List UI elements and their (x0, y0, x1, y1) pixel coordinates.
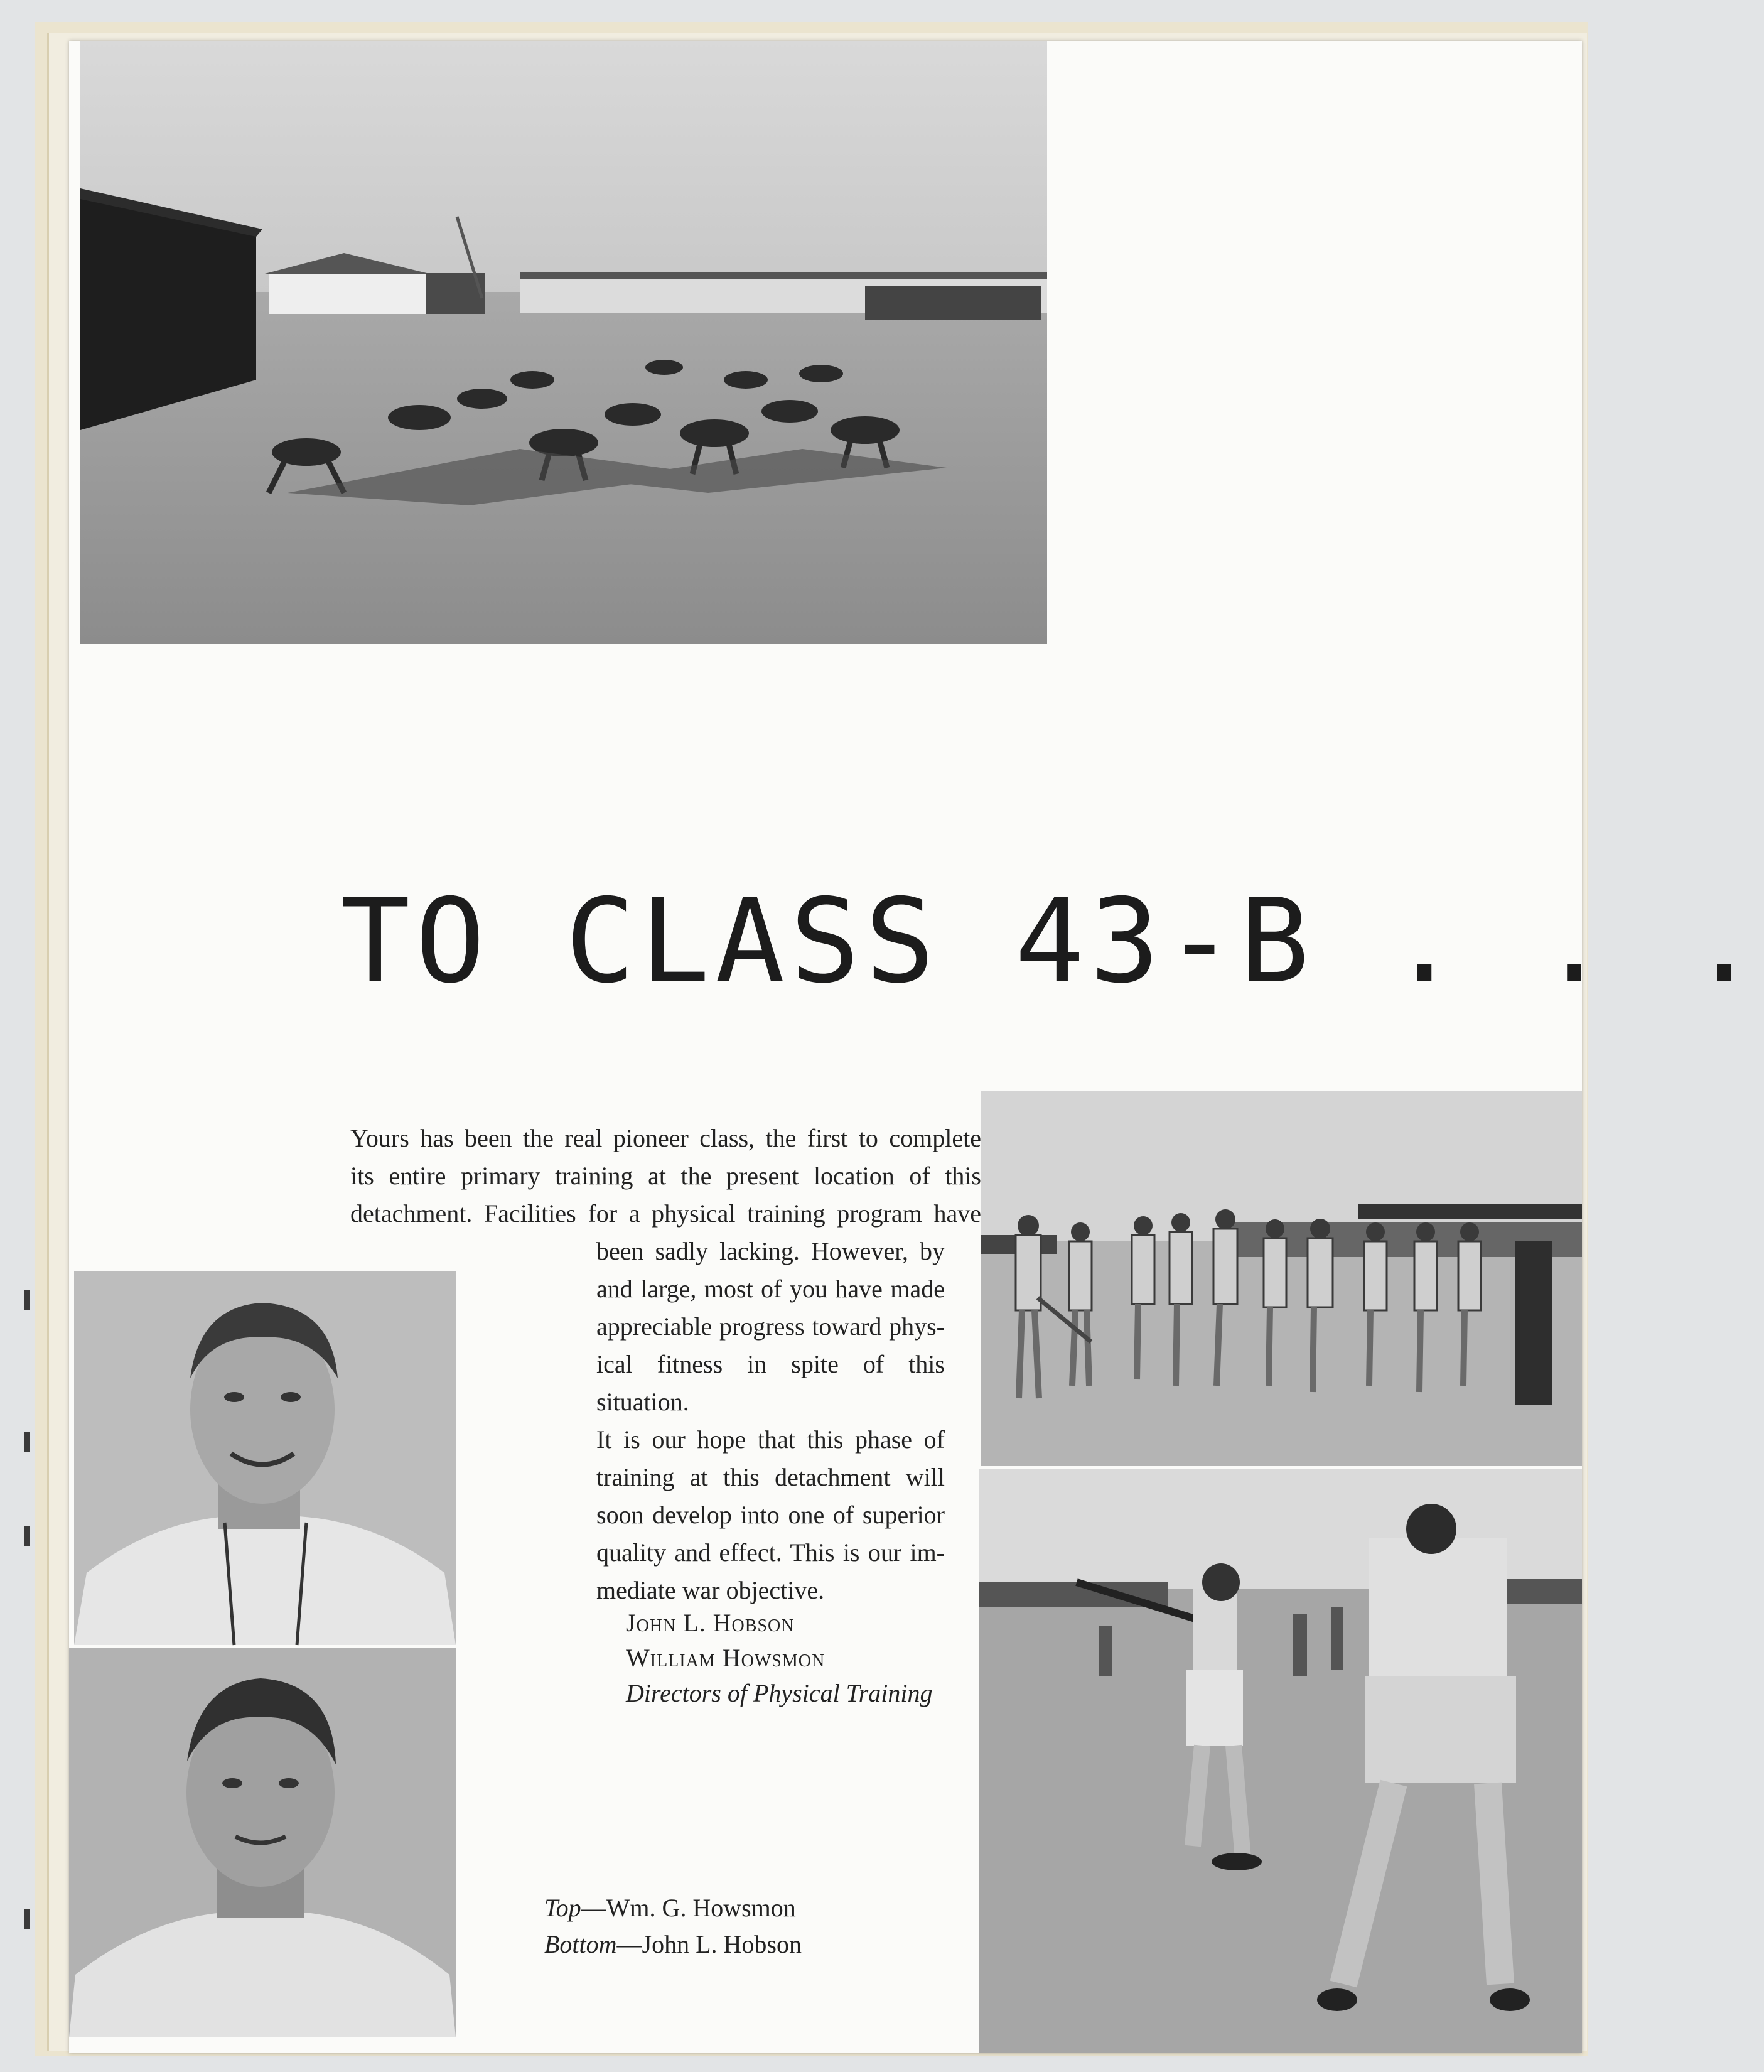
caption-top: Top—Wm. G. Howsmon (544, 1894, 796, 1922)
page-title: TO CLASS 43-B . . . (340, 873, 1764, 1009)
message-line: and large, most of you have made (596, 1275, 945, 1303)
caption-bottom: Bottom—John L. Hobson (544, 1930, 802, 1958)
portrait-bottom (69, 1648, 456, 2037)
page-edge-mark (24, 1909, 30, 1929)
signature-name-1: John L. Hobson (626, 1609, 795, 1637)
photo-calisthenics (80, 41, 1047, 644)
message-line: detachment. Facilities for a physical training program have (350, 1199, 981, 1228)
message-line: appreciable progress toward phys- (596, 1312, 945, 1341)
message-paragraph-narrow (596, 1233, 945, 1609)
photo-group-softball (981, 1091, 1582, 1466)
message-line: quality and effect. This is our im- (596, 1538, 945, 1567)
signature-block (626, 1605, 933, 1711)
message-line: Yours has been the real pioneer class, the first to complete (350, 1124, 981, 1152)
message-line: training at this detachment will (596, 1463, 945, 1491)
yearbook-page (69, 41, 1764, 2053)
message-line: mediate war objective. (596, 1576, 825, 1604)
message-line: ical fitness in spite of this situation. (596, 1350, 945, 1416)
photo-caption (544, 1890, 802, 1963)
message-line: soon develop into one of superior (596, 1501, 945, 1529)
message-line: its entire primary training at the present location of this (350, 1162, 981, 1190)
message-line: been sadly lacking. However, by (596, 1237, 945, 1265)
portrait-top (74, 1271, 456, 1645)
photo-batter (979, 1469, 1582, 2053)
message-paragraph-wide (350, 1120, 981, 1233)
signature-role: Directors of Physical Training (626, 1679, 933, 1707)
page-edge-mark (24, 1432, 30, 1452)
page-edge-mark (24, 1290, 30, 1310)
signature-name-2: William Howsmon (626, 1644, 826, 1672)
page-edge-mark (24, 1526, 30, 1546)
message-line: It is our hope that this phase of (596, 1425, 945, 1454)
